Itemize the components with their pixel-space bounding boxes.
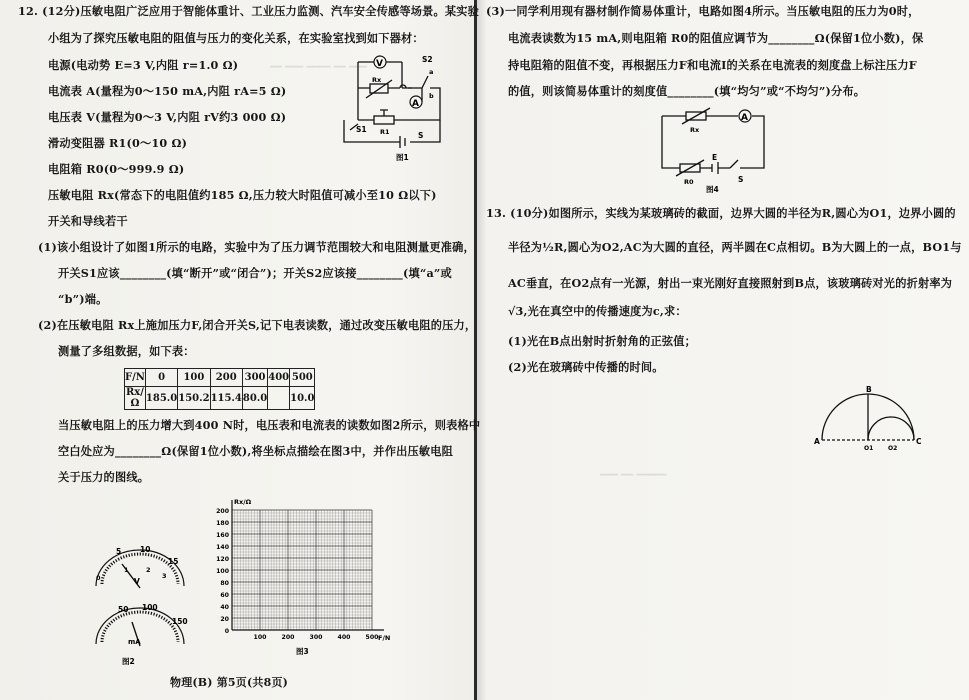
y-tick-label: 80 bbox=[220, 580, 229, 587]
p2-line-3: 当压敏电阻上的压力增大到400 N时，电压表和电流表的读数如图2所示，则表格中 bbox=[58, 418, 481, 432]
fig1-label-s1: S1 bbox=[356, 125, 367, 134]
table-cell: 300 bbox=[242, 369, 267, 387]
volt-tick-5: 5 bbox=[116, 547, 122, 556]
fig5-label-o1: O1 bbox=[864, 445, 874, 452]
table-cell: 10.0 bbox=[290, 387, 315, 410]
fig1-label-a-terminal: a bbox=[429, 68, 434, 76]
amp-unit: mA bbox=[128, 638, 141, 646]
p3-line-1: (3)一同学利用现有器材制作简易体重计，电路如图4所示。当压敏电阻的压力为0时， bbox=[486, 4, 920, 18]
volt-unit: V bbox=[134, 577, 140, 586]
y-tick-label: 20 bbox=[220, 616, 229, 623]
q13-sub-2: (2)光在玻璃砖中传播的时间。 bbox=[508, 360, 664, 374]
fig4-label-e: E bbox=[712, 153, 718, 162]
volt-inner-3: 3 bbox=[162, 572, 167, 580]
amp-tick-100: 100 bbox=[142, 603, 158, 612]
y-tick-label: 160 bbox=[216, 532, 229, 539]
fig1-label-r1: R1 bbox=[380, 128, 390, 136]
fig1-label-rx: Rx bbox=[372, 76, 382, 84]
table-row bbox=[125, 387, 315, 410]
y-tick-label: 140 bbox=[216, 544, 229, 551]
fig2-caption: 图2 bbox=[122, 657, 135, 666]
x-tick-label: 100 bbox=[253, 634, 267, 641]
y-axis-label: Rx/Ω bbox=[234, 498, 252, 506]
table-cell: 100 bbox=[178, 369, 210, 387]
volt-inner-1: 1 bbox=[124, 566, 129, 574]
fig3-caption: 图3 bbox=[296, 647, 309, 656]
p1-line-3: “b”)端。 bbox=[58, 292, 108, 306]
q13-sub-1: (1)光在B点出射时折射角的正弦值； bbox=[508, 334, 697, 348]
volt-tick-10: 10 bbox=[140, 545, 151, 554]
page-footer: 物理(B) 第5页(共8页) bbox=[170, 676, 289, 689]
y-tick-label: 60 bbox=[220, 592, 229, 599]
force-resistance-table bbox=[124, 368, 315, 410]
volt-zero: 0 bbox=[96, 574, 101, 582]
q13-line-2: 半径为½R,圆心为O2,AC为大圆的直径，两半圆在C点相切。B为大圆上的一点，BO1与 bbox=[508, 240, 962, 254]
p3-line-2: 电流表读数为15 mA,则电阻箱 R0的阻值应调节为________Ω(保留1位小数)，保 bbox=[508, 31, 924, 45]
x-tick-label: 200 bbox=[281, 634, 295, 641]
q13-line-4: √3,光在真空中的传播速度为c,求： bbox=[508, 304, 687, 318]
p2-line-2: 测量了多组数据，如下表： bbox=[58, 344, 195, 358]
y-tick-label: 40 bbox=[220, 604, 229, 611]
table-cell: 150.2 bbox=[178, 387, 210, 410]
page-fold-divider bbox=[474, 0, 477, 700]
amp-tick-150: 150 bbox=[172, 617, 188, 626]
bleed-through-text: ━━ ━━━ ━━━━ ━━ ━━━ bbox=[270, 62, 368, 73]
volt-inner-2: 2 bbox=[146, 566, 151, 574]
table-cell: 0 bbox=[145, 369, 177, 387]
figure-2-meters bbox=[88, 540, 198, 670]
equipment-voltmeter: 电压表 V(量程为0～3 V,内阻 rV约3 000 Ω) bbox=[48, 110, 287, 124]
y-tick-label: 120 bbox=[216, 556, 229, 563]
q12-line-2: 小组为了探究压敏电阻的阻值与压力的变化关系，在实验室找到如下器材： bbox=[48, 31, 424, 45]
table-header-cell: F/N bbox=[125, 369, 146, 387]
fig5-label-b: B bbox=[866, 385, 872, 394]
table-cell: 115.4 bbox=[210, 387, 242, 410]
p2-line-4: 空白处应为________Ω(保留1位小数),将坐标点描绘在图3中，并作出压敏电阻 bbox=[58, 444, 454, 458]
q13-line-3: AC垂直，在O2点有一光源，射出一束光刚好直接照射到B点，该玻璃砖对光的折射率为 bbox=[508, 276, 953, 290]
amp-tick-50: 50 bbox=[118, 605, 129, 614]
fig4-caption: 图4 bbox=[706, 185, 719, 194]
x-tick-label: 500 bbox=[365, 634, 379, 641]
fig4-label-s: S bbox=[738, 175, 744, 184]
fig1-label-v: V bbox=[376, 59, 383, 69]
equipment-switches: 开关和导线若干 bbox=[48, 214, 128, 228]
equipment-piezoresistor: 压敏电阻 Rx(常态下的电阻值约185 Ω,压力较大时阻值可减小至10 Ω以下) bbox=[48, 188, 437, 202]
fig1-caption: 图1 bbox=[396, 153, 409, 162]
fig4-label-a: A bbox=[741, 113, 748, 123]
equipment-ammeter: 电流表 A(量程为0～150 mA,内阻 rA=5 Ω) bbox=[48, 84, 287, 98]
equipment-resistance-box: 电阻箱 R0(0～999.9 Ω) bbox=[48, 162, 185, 176]
table-cell: 500 bbox=[290, 369, 315, 387]
table-header-cell: Rx/Ω bbox=[125, 387, 144, 409]
p1-line-1: (1)该小组设计了如图1所示的电路，实验中为了压力调节范围较大和电阻测量更准确， bbox=[38, 240, 475, 254]
y-tick-label: 0 bbox=[224, 628, 229, 635]
y-tick-label: 100 bbox=[216, 568, 229, 575]
figure-3-grid-chart bbox=[208, 498, 391, 658]
p1-line-2: 开关S1应该________(填“断开”或“闭合”)；开关S2应该接________(填“a”或 bbox=[58, 266, 452, 280]
figure-4-circuit bbox=[660, 104, 770, 194]
equipment-power: 电源(电动势 E=3 V,内阻 r=1.0 Ω) bbox=[48, 58, 239, 72]
x-tick-label: 300 bbox=[309, 634, 323, 641]
p2-line-5: 关于压力的图线。 bbox=[58, 470, 150, 484]
x-axis-label: F/N bbox=[378, 634, 391, 642]
equipment-rheostat: 滑动变阻器 R1(0～10 Ω) bbox=[48, 136, 188, 150]
figure-1-circuit bbox=[330, 48, 450, 162]
fig1-label-a: A bbox=[412, 99, 419, 109]
table-row bbox=[125, 369, 315, 387]
fig5-label-a: A bbox=[814, 437, 820, 446]
q13-line-1: 13. (10分)如图所示，实线为某玻璃砖的截面，边界大圆的半径为R,圆心为O1，边界小圆的 bbox=[486, 206, 956, 220]
y-tick-label: 180 bbox=[216, 520, 229, 527]
glass-brick-figure bbox=[814, 385, 924, 458]
bleed-through-text: ━━━ ━━ ━━━━━ bbox=[600, 470, 667, 481]
fig1-label-b-terminal: b bbox=[429, 92, 434, 100]
table-cell: 200 bbox=[210, 369, 242, 387]
fig5-label-c: C bbox=[916, 437, 922, 446]
table-cell-blank bbox=[268, 387, 290, 410]
fig4-label-rx: Rx bbox=[690, 126, 700, 134]
fig1-label-s: S bbox=[418, 131, 424, 140]
p3-line-3: 持电阻箱的阻值不变，再根据压力F和电流I的关系在电流表的刻度盘上标注压力F bbox=[508, 58, 917, 72]
p2-line-1: (2)在压敏电阻 Rx上施加压力F,闭合开关S,记下电表读数，通过改变压敏电阻的压力， bbox=[38, 318, 477, 332]
y-tick-label: 200 bbox=[216, 508, 229, 515]
table-cell: 80.0 bbox=[242, 387, 267, 410]
fig5-label-o2: O2 bbox=[888, 445, 898, 452]
fig4-label-r0: R0 bbox=[684, 178, 694, 186]
table-cell: 400 bbox=[268, 369, 290, 387]
fig1-label-s2: S2 bbox=[422, 55, 433, 64]
x-tick-label: 400 bbox=[337, 634, 351, 641]
table-cell: 185.0 bbox=[145, 387, 177, 410]
p3-line-4: 的值，则该简易体重计的刻度值________(填“均匀”或“不均匀”)分布。 bbox=[508, 84, 866, 98]
volt-tick-15: 15 bbox=[168, 557, 179, 566]
q12-line-1: 12. (12分)压敏电阻广泛应用于智能体重计、工业压力监测、汽车安全传感等场景。某实验 bbox=[18, 4, 480, 18]
